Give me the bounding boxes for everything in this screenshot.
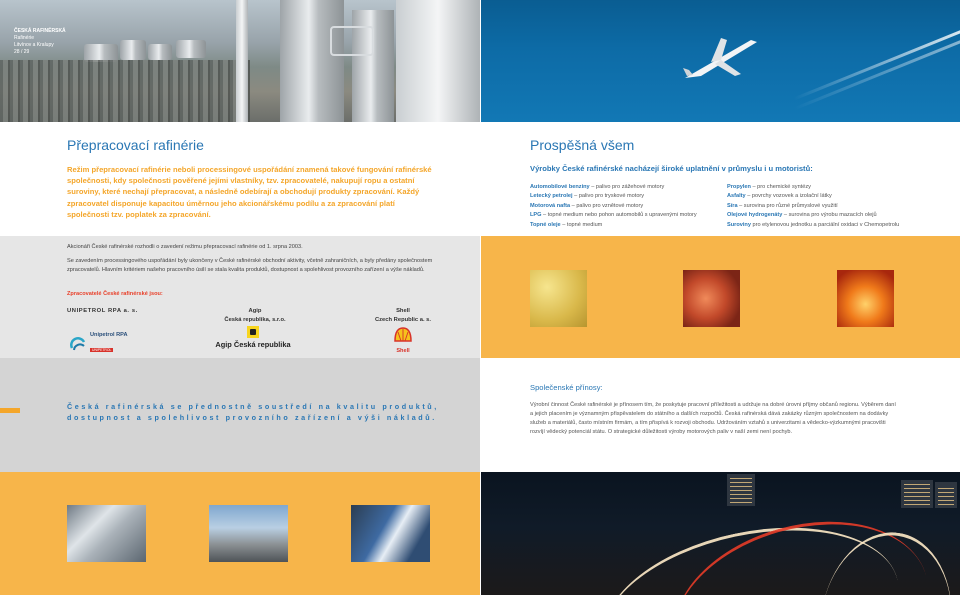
airplane-photo xyxy=(481,0,960,122)
product-item: LPG – topné medium nebo pohon automobilů s upravenými motory xyxy=(530,212,697,219)
sample-micro-image xyxy=(683,270,740,327)
tank-thumbnail xyxy=(67,505,146,562)
unipetrol-emblem-icon xyxy=(70,336,86,352)
unipetrol-logo-text: Unipetrol RPA xyxy=(90,332,128,338)
agip-logo-text: Agip Česká republika xyxy=(215,340,291,349)
partner-name: Agip xyxy=(248,308,262,314)
page-divider xyxy=(480,0,481,595)
night-highway-photo xyxy=(481,472,960,595)
product-item: Topné oleje – topné medium xyxy=(530,221,603,228)
lead-paragraph: Režim přepracovací rafinérie neboli processingové uspořádání znamená takové fungování rafinérské společnosti, kdy společnosti pověřené jejími vlastníky, tzv. zpracovatelé, nakupují ropu a ostatní suroviny, které nechají přepracovat, a následně odebírají a obchodují produkty zpracování. Každý zpracovatel disponuje kapacitou úměrnou jeho akcionářskému podílu a za zpracování platí společnosti tzv. poplatek za zpracování. xyxy=(67,165,432,219)
info-body: Se zavedením processingového uspořádání byly ukončeny v České rafinérské obchodní aktivity, včetně zahraničních, a byly předány společnostem zpracovatelů. Hlavním kritériem našeho pracovního úsilí se stala kvalita produktů, dostupnost a spolehlivost provozního zařízení a výše nákladů. xyxy=(67,258,433,273)
flame-image xyxy=(837,270,894,327)
partner-shell xyxy=(358,307,448,325)
product-item: Suroviny pro etylenovou jednotku a parciální oxidaci v Chemopetrolu xyxy=(727,221,900,228)
refinery-photo xyxy=(0,0,480,122)
sulfur-sample-image xyxy=(530,270,587,327)
shell-logo-text: Shell xyxy=(396,348,410,354)
partner-name-sub: Česká republika, s.r.o. xyxy=(224,317,286,323)
page-numbers: 28 / 29 xyxy=(14,49,30,55)
product-item: Olejové hydrogenáty – surovina pro výrobu mazacích olejů xyxy=(727,212,877,219)
partner-name-sub: Czech Republic a. s. xyxy=(374,317,432,323)
partner-unipetrol xyxy=(67,307,138,316)
product-item: Síra – surovina pro různé průmyslové využití xyxy=(727,202,838,209)
partner-name: Shell xyxy=(396,308,410,314)
shell-pecten-icon xyxy=(394,327,412,343)
processors-label: Zpracovatelé České rafinérské jsou: xyxy=(67,291,163,297)
unipetrol-logo xyxy=(70,332,128,356)
product-item: Asfalty – povrchy vozovek a izolační látky xyxy=(727,193,832,200)
airplane-icon xyxy=(681,30,761,84)
accent-tick xyxy=(0,408,20,413)
agip-logo xyxy=(213,326,293,349)
shell-logo xyxy=(394,327,412,354)
product-item: Propylen – pro chemické syntézy xyxy=(727,184,811,190)
caption-line: Litvínov a Kralupy xyxy=(14,42,54,48)
products-subhead: Výrobky České rafinérské nacházejí široké uplatnění v průmyslu i u motoristů: xyxy=(530,164,813,173)
products-list-left xyxy=(530,183,720,230)
agip-dog-icon xyxy=(247,326,259,338)
partner-name: UNIPETROL RPA a. s. xyxy=(67,308,138,314)
left-page-title: Přepracovací rafinérie xyxy=(67,137,204,153)
product-item: Letecký petrolej – palivo pro tryskové motory xyxy=(530,193,645,200)
plant-thumbnail xyxy=(209,505,288,562)
product-item: Motorová nafta – palivo pro vznětové motory xyxy=(530,202,644,209)
cover-caption xyxy=(14,28,66,56)
right-page-title: Prospěšná všem xyxy=(530,137,635,153)
unipetrol-logo-badge: UNIPETROL xyxy=(92,348,112,352)
product-item: Automobilové benziny – palivo pro zážehové motory xyxy=(530,184,665,190)
info-date: Akcionáři České rafinérské rozhodli o zavedení režimu přepracovací rafinérie od 1. srpna 2003. xyxy=(67,244,303,250)
caption-title: ČESKÁ RAFINÉRSKÁ xyxy=(14,28,66,34)
products-list-right xyxy=(727,183,927,230)
worker-thumbnail xyxy=(351,505,430,562)
social-heading: Společenské přínosy: xyxy=(530,383,603,392)
quote-text: Česká rafinérská se přednostně soustředí na kvalitu produktů, dostupnost a spolehlivost provozního zařízení a výši nákladů. xyxy=(67,402,439,423)
caption-line: Rafinérie xyxy=(14,35,35,41)
social-body: Výrobní činnost České rafinérské je přínosem tím, že poskytuje pracovní příležitosti a udržuje na dobré úrovni příjmy občanů regionu. Výběrem daní a jejich placením je významným přispěvatelem do státního a dalších rozpočtů. Česká rafinérská dává zakázky různým společnostem na dodávky služeb a materiálů, často místním firmám, a tím přispívá k rozvoji obchodu. Udržováním vztahů s univerzitami a vědecko-výzkumnými pracovišti rozvíjí vědecký potenciál státu. O strategické důležitosti výroby motorových paliv v naší zemi není pochyb. xyxy=(530,402,896,436)
partner-agip xyxy=(205,307,305,325)
